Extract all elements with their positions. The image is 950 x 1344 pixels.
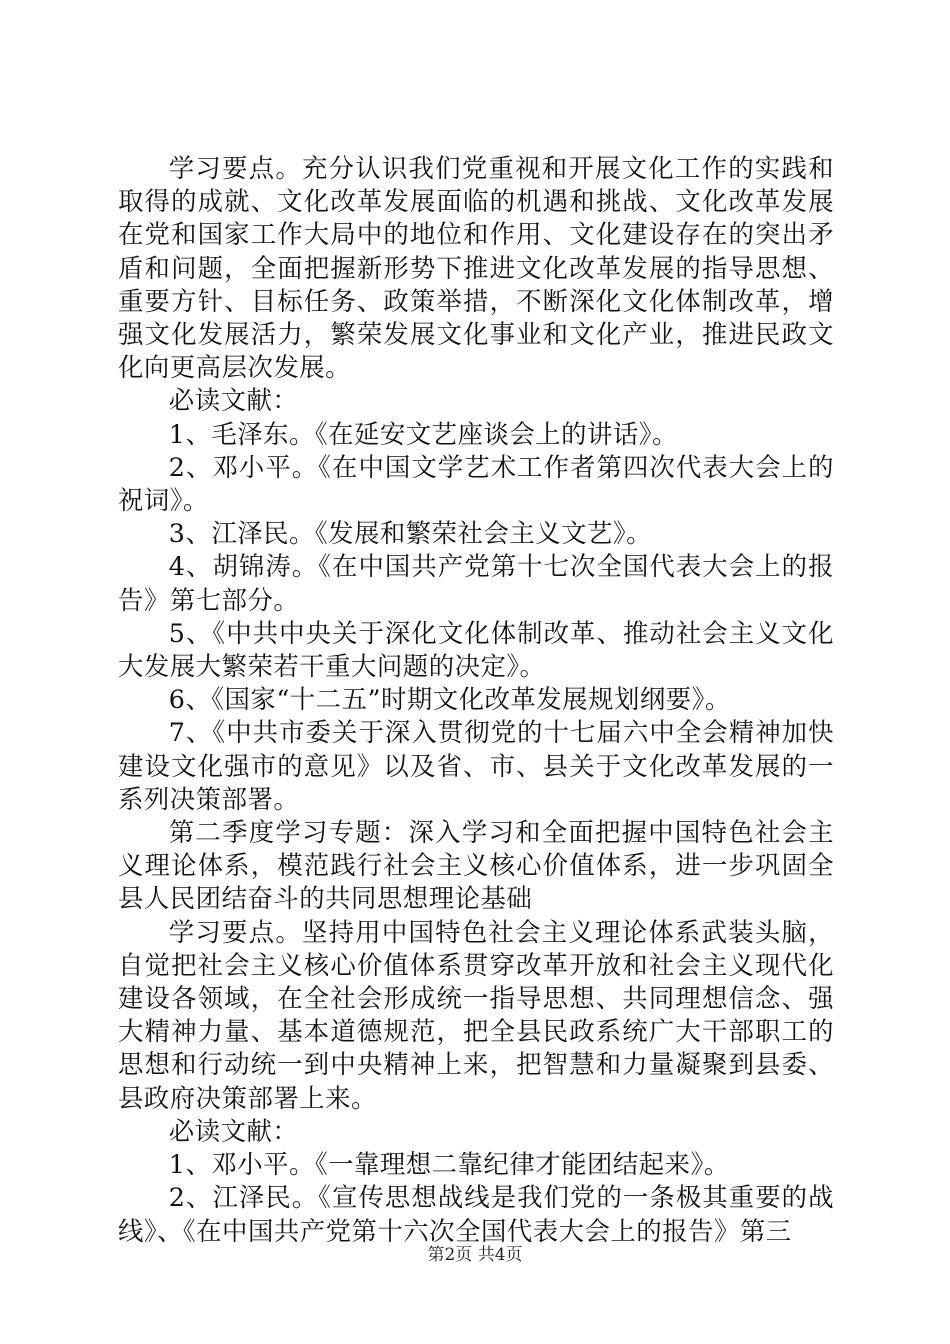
paragraph-reading-item-7: 7、《中共市委关于深入贯彻党的十七届六中全会精神加快建设文化强市的意见》以及省、市、县关于文化改革发展的一系列决策部署。 [118,717,834,814]
paragraph-reading-item-1: 1、毛泽东。《在延安文艺座谈会上的讲话》。 [168,418,678,449]
paragraph-q2-topic: 第二季度学习专题：深入学习和全面把握中国特色社会主义理论体系，模范践行社会主义核心价值体系，进一步巩固全县人民团结奋斗的共同思想理论基础 [118,817,834,914]
paragraph-reading-item-3: 3、江泽民。《发展和繁荣社会主义文艺》。 [168,518,652,549]
paragraph-reading-item-4: 4、胡锦涛。《在中国共产党第十七次全国代表大会上的报告》第七部分。 [118,551,834,615]
paragraph-study-points-2: 学习要点。坚持用中国特色社会主义理论体系武装头脑，自觉把社会主义核心价值体系贯穿改革开放和社会主义现代化建设各领域，在全社会形成统一指导思想、共同理想信念、强大精神力量、基本道德规范，把全县民政系统广大干部职工的思想和行动统一到中央精神上来，把智慧和力量凝聚到县委、县政府决策部署上来。 [118,916,834,1113]
paragraph-required-reading-heading-2: 必读文献： [168,1115,299,1146]
paragraph-study-points-1: 学习要点。充分认识我们党重视和开展文化工作的实践和取得的成就、文化改革发展面临的机遇和挑战、文化改革发展在党和国家工作大局中的地位和作用、文化建设存在的突出矛盾和问题，全面把握新形势下推进文化改革发展的指导思想、重要方针、目标任务、政策举措，不断深化文化体制改革，增强文化发展活力，繁荣发展文化事业和文化产业，推进民政文化向更高层次发展。 [118,153,834,383]
paragraph-reading-item-2: 2、邓小平。《在中国文学艺术工作者第四次代表大会上的祝词》。 [118,451,834,516]
document-body [118,152,834,1248]
paragraph-reading-item-q2-1: 1、邓小平。《一靠理想二靠纪律才能团结起来》。 [168,1149,730,1180]
page-number-footer: 第2页 共4页 [427,1245,523,1265]
paragraph-reading-item-5: 5、《中共中央关于深化文化体制改革、推动社会主义文化大发展大繁荣若干重大问题的决定》。 [118,617,834,682]
paragraph-reading-item-q2-2: 2、江泽民。《宣传思想战线是我们党的一条极其重要的战线》、《在中国共产党第十六次全国代表大会上的报告》第三 [118,1182,834,1246]
paragraph-reading-item-6: 6、《国家“十二五”时期文化改革发展规划纲要》。 [168,684,731,715]
paragraph-required-reading-heading-1: 必读文献： [168,385,299,416]
